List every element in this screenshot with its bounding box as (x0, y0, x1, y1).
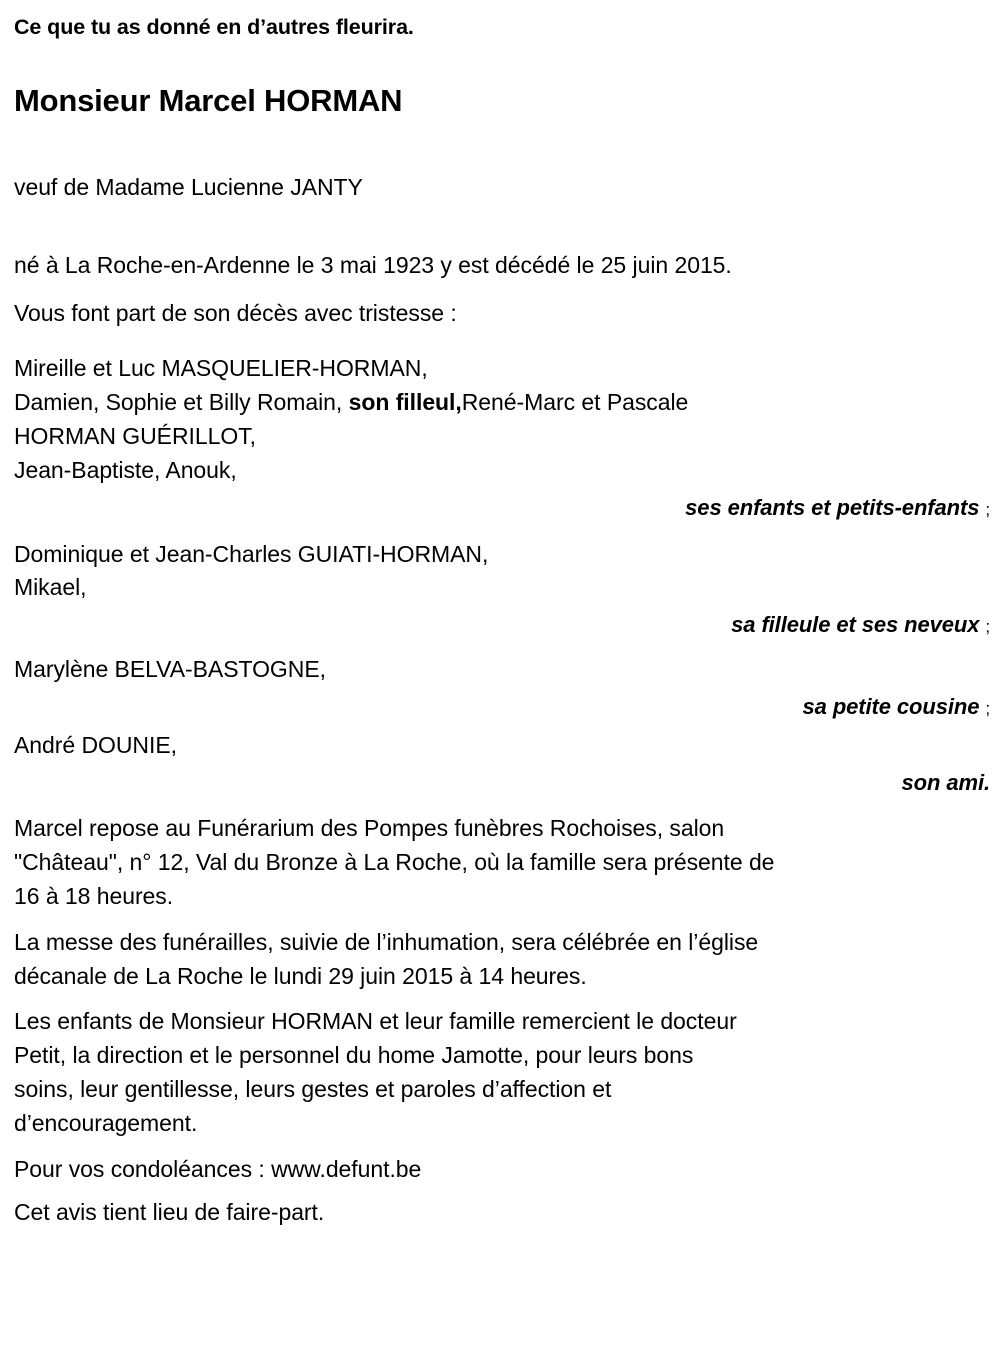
godson-tag: son filleul, (348, 389, 462, 416)
condolences-line: Pour vos condoléances : www.defunt.be (14, 1155, 422, 1182)
faire-part-line: Cet avis tient lieu de faire-part. (14, 1199, 325, 1226)
relation-label-text: sa petite cousine (802, 693, 980, 719)
family-names-part-2: René-Marc et Pascale HORMAN GUÉRILLOT, Jean-Baptiste, Anouk, (14, 389, 689, 483)
relation-label-text: sa filleule et ses neveux (731, 612, 980, 638)
closing-information (14, 812, 995, 1230)
relation-label-text: son ami. (901, 769, 990, 795)
family-names (14, 352, 995, 487)
family-group (14, 653, 995, 723)
spouse-line: veuf de Madame Lucienne JANTY (14, 174, 363, 201)
family-names: Dominique et Jean-Charles GUIATI-HORMAN, Mikael, (14, 540, 489, 601)
announcement-line: Vous font part de son décès avec tristesse : (14, 299, 457, 326)
family-names-part-1: Mireille et Luc MASQUELIER-HORMAN, Damien, Sophie et Billy Romain, (14, 355, 428, 416)
thanks-paragraph: Les enfants de Monsieur HORMAN et leur famille remercient le docteur Petit, la direction et le personnel du home Jamotte, pour leurs bons soins, leur gentillesse, leurs gestes et paroles d’affection et d’encouragement. (14, 1008, 737, 1136)
relation-label-punctuation: ; (985, 499, 990, 519)
family-group (14, 538, 995, 641)
relation-label (14, 492, 995, 524)
relation-label (14, 767, 995, 799)
relation-label (14, 609, 995, 641)
repose-paragraph: Marcel repose au Funérarium des Pompes funèbres Rochoises, salon "Château", n° 12, Val du Bronze à La Roche, où la famille sera présente de 16 à 18 heures. (14, 815, 775, 909)
family-announcers-block (14, 352, 995, 798)
relation-label-punctuation: ; (985, 698, 990, 718)
family-names: Marylène BELVA-BASTOGNE, (14, 656, 326, 683)
relation-label (14, 691, 995, 723)
family-group (14, 352, 995, 523)
relation-label-text: ses enfants et petits-enfants (685, 494, 980, 520)
relation-label-punctuation: ; (985, 617, 990, 637)
mass-paragraph: La messe des funérailles, suivie de l’inhumation, sera célébrée en l’église décanale de La Roche le lundi 29 juin 2015 à 14 heures. (14, 928, 759, 989)
family-group (14, 729, 995, 799)
birth-death-line: né à La Roche-en-Ardenne le 3 mai 1923 y est décédé le 25 juin 2015. (14, 251, 732, 278)
deceased-name-heading: Monsieur Marcel HORMAN (14, 82, 403, 118)
epitaph-text: Ce que tu as donné en d’autres fleurira. (14, 15, 414, 39)
family-names: André DOUNIE, (14, 731, 177, 758)
